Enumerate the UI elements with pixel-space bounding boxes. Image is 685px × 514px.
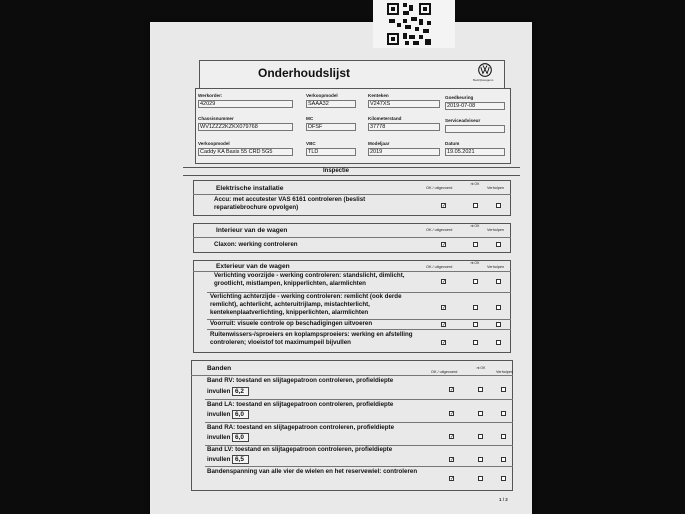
col-deferred-header: Verholpen (487, 228, 505, 232)
page-number: 1 / 2 (499, 497, 508, 502)
divider (193, 237, 511, 238)
fill-in-label: invullen (207, 434, 231, 441)
col-deferred-header: Verholpen (487, 265, 505, 269)
work-order-value: 42029 (200, 101, 216, 107)
deferred-checkbox[interactable] (496, 340, 501, 345)
col-ok-header: OK / uitgevoerd (431, 370, 458, 374)
model-value: Caddy KA Basis 55 CRD 5G5 (200, 149, 273, 155)
mc-value: DFSF (308, 124, 323, 130)
check-item-text: Band LA: toestand en slijtagepatroon controleren, profieldiepte (207, 401, 394, 408)
ok-checkbox[interactable]: ✓ (442, 279, 447, 285)
nok-checkbox[interactable] (473, 340, 478, 345)
work-order-label: Werkorder: (198, 93, 223, 98)
col-nok-header: nt OK (470, 224, 480, 228)
title-box (199, 60, 505, 91)
inspection-bar (183, 167, 520, 176)
section-electrical-title: Elektrische installatie (216, 185, 284, 192)
ok-checkbox[interactable]: ✓ (442, 242, 447, 248)
deferred-checkbox[interactable] (496, 203, 501, 208)
page-title: Onderhoudslijst (258, 66, 351, 80)
nok-checkbox[interactable] (478, 387, 483, 392)
inspection-title: Inspectie (323, 168, 350, 174)
license-plate-label: Kenteken (368, 93, 389, 98)
section-exterior-title: Exterieur van de wagen (216, 263, 290, 270)
ok-checkbox[interactable]: ✓ (442, 305, 447, 311)
col-nok-header: nt OK (470, 261, 480, 265)
date-value: 19.05.2021 (447, 149, 475, 155)
model-year-label: Modeljaar (368, 141, 390, 146)
divider (207, 329, 511, 330)
date-label: Datum (445, 141, 460, 146)
nok-checkbox[interactable] (478, 476, 483, 481)
deferred-checkbox[interactable] (496, 305, 501, 310)
check-item-text: Ruitenwissers-/sproeiers en koplampsproeiers: werking en afstelling controleren; vloeistof tot maximumpeil bijvullen (210, 331, 413, 346)
qr-code-icon (385, 1, 433, 47)
nok-checkbox[interactable] (473, 305, 478, 310)
service-advisor-label: Serviceadviseur (445, 118, 481, 123)
col-deferred-header: Verholpen (487, 186, 505, 190)
model-label: Verkoopmodel (198, 141, 230, 146)
tread-depth-field[interactable]: 6,0 (232, 410, 249, 419)
mileage-value: 37778 (370, 124, 386, 130)
col-ok-header: OK / uitgevoerd (426, 186, 453, 190)
check-item-text: Band LV: toestand en slijtagepatroon controleren, profieldiepte (207, 446, 393, 453)
ok-checkbox[interactable]: ✓ (450, 434, 455, 440)
section-tyres-title: Banden (207, 365, 232, 372)
col-ok-header: OK / uitgevoerd (426, 265, 453, 269)
check-item-text: Accu: met accutester VAS 6161 controleren (beslist reparatiebrochure opvolgen) (214, 196, 366, 211)
nok-checkbox[interactable] (473, 322, 478, 327)
mc-label: MC (306, 116, 314, 121)
deferred-checkbox[interactable] (501, 476, 506, 481)
deferred-checkbox[interactable] (501, 457, 506, 462)
model-year-value: 2019 (370, 149, 383, 155)
mileage-label: Kilometerstand (368, 116, 402, 121)
deferred-checkbox[interactable] (496, 279, 501, 284)
ok-checkbox[interactable]: ✓ (450, 476, 455, 482)
check-item-text: Verlichting achterzijde - werking controleren: remlicht (ook derde remlicht), achterlicht, achteruitrijlamp, mistachterlicht, kentekenplaatverlichting, knipperlichten, alarmlichten (210, 293, 402, 316)
service-advisor-field (445, 125, 505, 133)
fill-in-label: invullen (207, 388, 231, 395)
ok-checkbox[interactable]: ✓ (450, 411, 455, 417)
sales-model-label: Verkoopmodel (306, 93, 338, 98)
check-item-text: Claxon: werking controleren (214, 241, 298, 248)
section-interior-title: Interieur van de wagen (216, 227, 288, 234)
nok-checkbox[interactable] (478, 457, 483, 462)
deferred-checkbox[interactable] (501, 411, 506, 416)
nok-checkbox[interactable] (473, 242, 478, 247)
nok-checkbox[interactable] (478, 434, 483, 439)
col-nok-header: nt OK (476, 366, 486, 370)
nok-checkbox[interactable] (473, 203, 478, 208)
tread-depth-field[interactable]: 6,5 (232, 455, 249, 464)
divider (205, 422, 513, 423)
approval-value: 2019-07-08 (447, 103, 476, 109)
divider (205, 466, 513, 467)
vbc-value: TLD (308, 149, 319, 155)
ok-checkbox[interactable]: ✓ (450, 387, 455, 393)
ok-checkbox[interactable]: ✓ (442, 203, 447, 209)
col-nok-header: nt OK (470, 182, 480, 186)
deferred-checkbox[interactable] (501, 387, 506, 392)
sales-model-value: SAAA32 (308, 101, 329, 107)
approval-label: Goedkeuring (445, 95, 474, 100)
qr-code-sticker (373, 0, 455, 48)
divider (191, 375, 513, 376)
chassis-number-value: WV1ZZZ2KZKX079768 (200, 124, 258, 130)
vw-logo-icon (478, 63, 492, 77)
check-item-text: Verlichting voorzijde - werking controleren: standslicht, dimlicht, grootlicht, mistlampen, knipperlichten, alarmlichten (214, 272, 405, 287)
fill-in-label: invullen (207, 456, 231, 463)
maintenance-list-document (183, 55, 520, 505)
check-item-text: Voorruit: visuele controle op beschadigingen uitvoeren (210, 320, 373, 327)
deferred-checkbox[interactable] (501, 434, 506, 439)
tread-depth-field[interactable]: 6,0 (232, 433, 249, 442)
deferred-checkbox[interactable] (496, 242, 501, 247)
fill-in-label: invullen (207, 411, 231, 418)
license-plate-value: V247XS (370, 101, 391, 107)
tread-depth-field[interactable]: 6,2 (232, 387, 249, 396)
divider (193, 194, 511, 195)
nok-checkbox[interactable] (473, 279, 478, 284)
col-deferred-header: Verholpen (496, 370, 514, 374)
nok-checkbox[interactable] (478, 411, 483, 416)
deferred-checkbox[interactable] (496, 322, 501, 327)
check-item-text: Bandenspanning van alle vier de wielen en het reservewiel: controleren (207, 468, 418, 475)
brand-tagline: Bedrijfswagens (473, 78, 494, 82)
check-item-text: Band RA: toestand en slijtagepatroon controleren, profieldiepte (207, 424, 395, 431)
check-item-text: Band RV: toestand en slijtagepatroon controleren, profieldiepte (207, 377, 394, 384)
chassis-number-label: Chassisnummer (198, 116, 234, 121)
ok-checkbox[interactable]: ✓ (442, 322, 447, 328)
divider (205, 399, 513, 400)
col-ok-header: OK / uitgevoerd (426, 228, 453, 232)
ok-checkbox[interactable]: ✓ (450, 457, 455, 463)
ok-checkbox[interactable]: ✓ (442, 340, 447, 346)
vbc-label: VBC (306, 141, 316, 146)
